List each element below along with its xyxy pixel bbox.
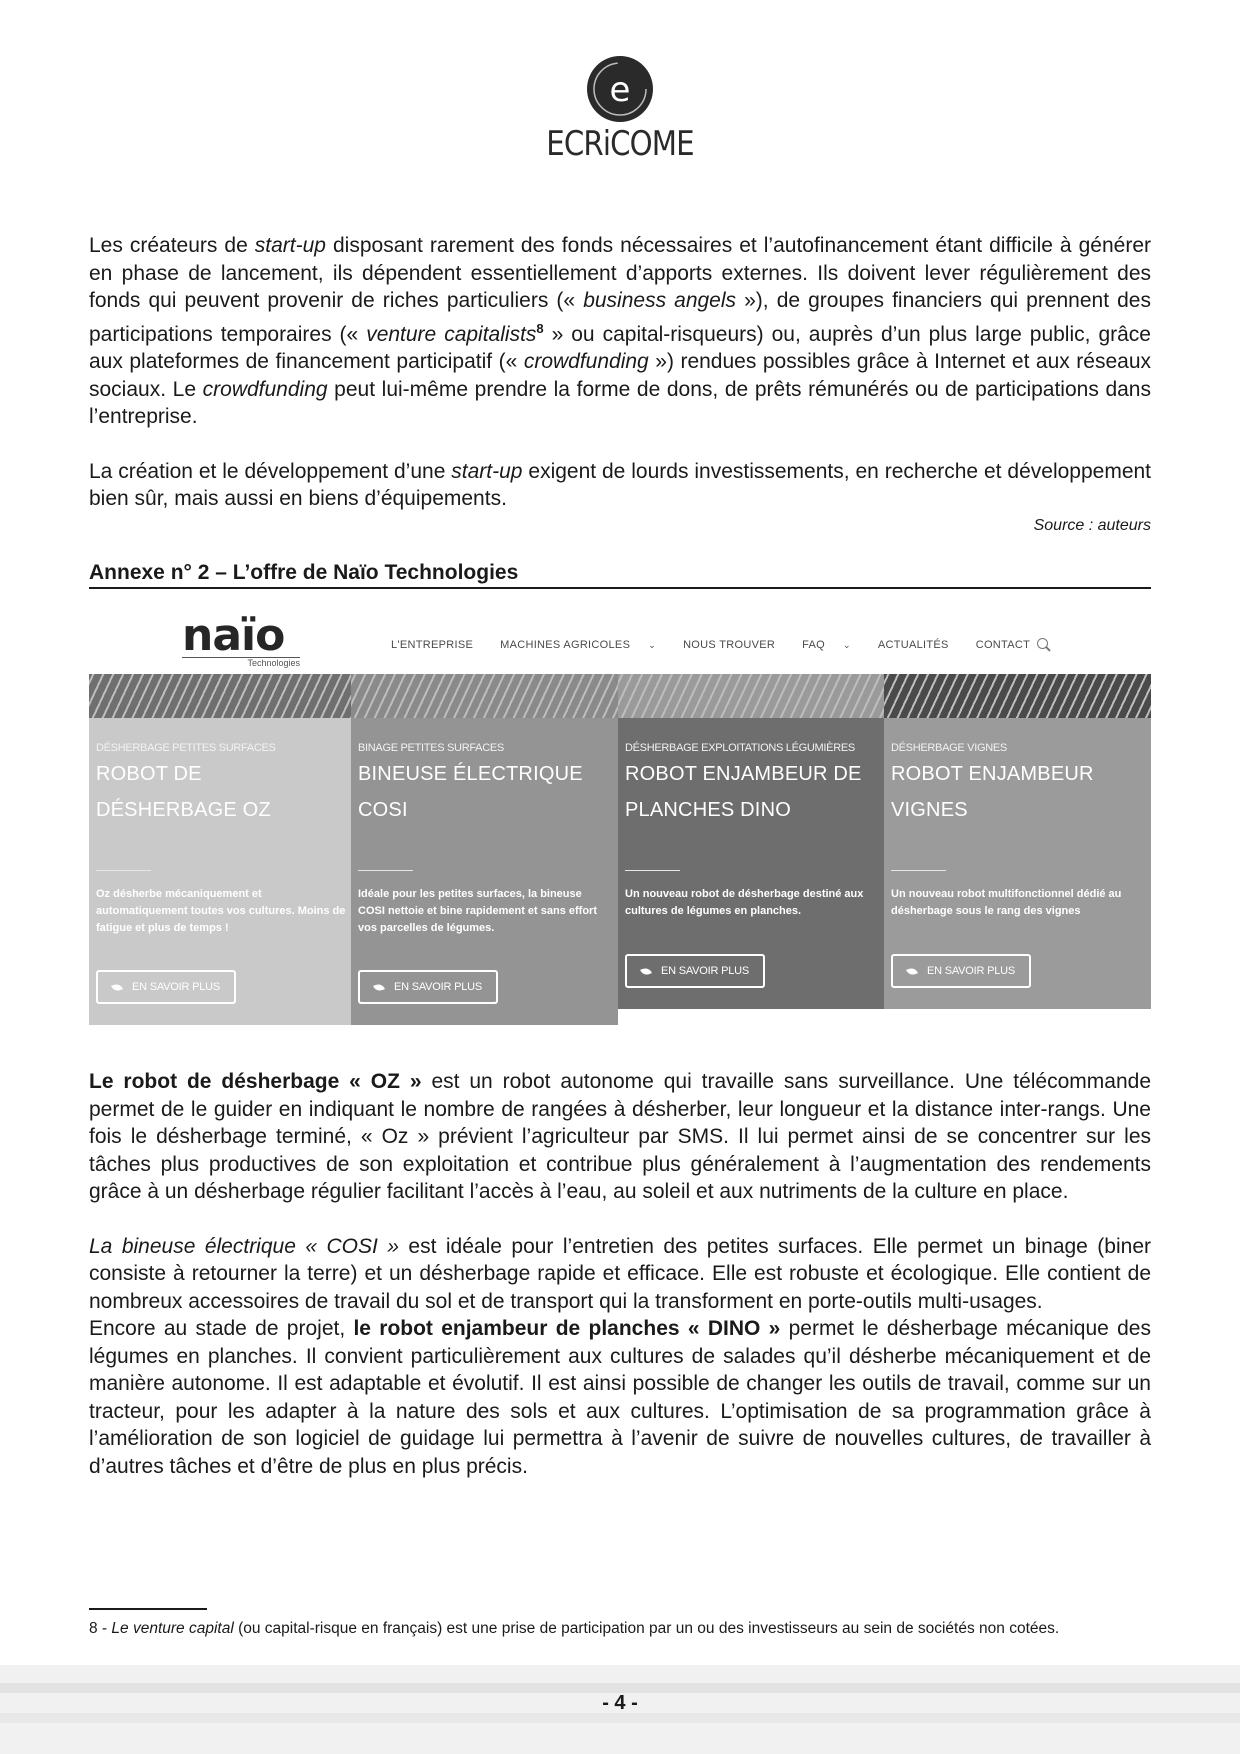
text-run: peut lui-même prendre la forme de dons, de prêts rémunérés ou de participations dans l’entreprise. — [89, 377, 1151, 428]
nav-item-label: NOUS TROUVER — [683, 639, 776, 651]
product-panel[interactable] — [884, 674, 1151, 1009]
en-savoir-plus-button[interactable] — [96, 970, 236, 1004]
panel-body — [351, 718, 618, 1025]
text-run: permet le désherbage mécanique des légumes en planches. Il convient particulièrement aux cultures de salades qu’il désherbe mécaniquement et de manière autonome. Il est adaptable et évolutif. Il est ainsi possible de changer les outils de travail, comme sur un tracteur, pour les adapter à la nature des sols et aux cultures. L’optimisation de sa programmation grâce à l’amélioration de son logiciel de guidage lui permettra à l’avenir de suivre de nouvelles cultures, de travailler à d’autres tâches et d’être de plus en plus précis. — [89, 1317, 1151, 1478]
ecricome-logo — [0, 56, 1240, 164]
site-nav-bar — [89, 602, 1151, 674]
text-run: disposant rarement des fonds nécessaires et l’autofinancement étant difficile à générer en phase de lancement, ils dépendent essentiellement d’apports externes. Ils doivent lever régulièrement des fonds qui peuvent provenir de riches particuliers (« — [89, 234, 1151, 312]
text-run: La création et le développement d’une — [89, 459, 452, 483]
text-run: (ou capital-risque en français) est une prise de participation par un ou des investisseurs au sein de sociétés non cotées. — [233, 1620, 1060, 1637]
panel-divider — [96, 870, 151, 871]
chevron-down-icon[interactable]: ⌄ — [648, 640, 657, 650]
intro-paragraph-1 — [89, 232, 1151, 431]
nav-item-label: MACHINES AGRICOLES — [500, 639, 631, 651]
nav-item[interactable] — [878, 639, 949, 651]
text-run: La bineuse électrique « COSI » — [89, 1234, 399, 1258]
panel-title: BINEUSE ÉLECTRIQUE COSI — [358, 763, 583, 821]
nav-item[interactable] — [802, 639, 851, 651]
panel-title: ROBOT ENJAMBEUR DE PLANCHES DINO — [625, 763, 862, 821]
annex-title: Annexe n° 2 – L’offre de Naïo Technologies — [89, 561, 1151, 589]
en-savoir-plus-button[interactable] — [358, 970, 498, 1004]
naio-logo-subtitle: Technologies — [182, 657, 300, 668]
text-run: crowdfunding — [202, 377, 328, 401]
button-label: EN SAVOIR PLUS — [131, 981, 221, 993]
panel-description: Un nouveau robot de désherbage destiné aux cultures de légumes en planches. — [625, 888, 864, 917]
text-run: 8 - — [89, 1620, 112, 1637]
text-run: business angels — [583, 289, 737, 312]
leaf-icon — [111, 982, 123, 992]
oz-paragraph — [89, 1068, 1151, 1206]
text-run: est idéale pour l’entretien des petites surfaces. Elle permet un binage (biner consiste à retourner la terre) et un désherbage rapide et efficace. Elle est robuste et écologique. Elle contient de nombreux accessoires de travail du sol et de transport qui la transforment en porte-outils multi-usages. — [89, 1234, 1152, 1313]
panel-description: Idéale pour les petites surfaces, la bineuse COSI nettoie et bine rapidement et sans effort vos parcelles de légumes. — [358, 888, 597, 934]
text-run: » ou capital-risqueurs) ou, auprès d’un plus large public, grâce aux plateformes de financement participatif (« — [89, 322, 1151, 373]
text-run: Les créateurs de — [89, 234, 255, 257]
leaf-icon — [906, 966, 918, 976]
product-panel[interactable] — [351, 674, 618, 1025]
nav-item-label: L'ENTREPRISE — [391, 639, 474, 651]
naio-logo[interactable] — [182, 610, 300, 668]
text-run: Le robot de désherbage « OZ » — [89, 1070, 422, 1093]
emblem-letter: e — [609, 70, 631, 110]
button-label: EN SAVOIR PLUS — [660, 965, 750, 977]
text-run: start-up — [254, 234, 326, 257]
panel-divider — [891, 870, 946, 871]
text-run: venture capitalists — [366, 322, 537, 346]
product-panel[interactable] — [618, 674, 884, 1009]
panel-photo — [618, 674, 884, 718]
leaf-icon — [640, 966, 652, 976]
text-run: Le venture capital — [111, 1620, 234, 1637]
text-run: le robot enjambeur de planches « DINO » — [353, 1317, 781, 1340]
text-run: crowdfunding — [523, 350, 649, 373]
nav-item-label: FAQ — [802, 639, 825, 651]
text-run: exigent de lourds investissements, en recherche et développement bien sûr, mais aussi en biens d’équipements. — [89, 459, 1152, 510]
intro-paragraph-2 — [89, 458, 1151, 513]
nav-item[interactable] — [683, 639, 775, 651]
panel-body — [884, 718, 1151, 1009]
page-number: - 4 - — [602, 1692, 638, 1714]
button-label: EN SAVOIR PLUS — [393, 981, 483, 993]
footnote-8 — [89, 1620, 1059, 1638]
nav-item-label: CONTACT — [975, 639, 1031, 651]
panel-kicker: DÉSHERBAGE EXPLOITATIONS LÉGUMIÈRES — [625, 742, 855, 754]
en-savoir-plus-button[interactable] — [891, 954, 1031, 988]
text-run: »), de groupes financiers qui prennent des participations temporaires (« — [89, 289, 1151, 346]
brand-name: ECRiCOME — [546, 124, 694, 164]
panel-photo — [351, 674, 618, 718]
text-run: ») rendues possibles grâce à Internet et aux réseaux sociaux. Le — [89, 350, 1152, 401]
panel-divider — [358, 870, 413, 871]
leaf-icon — [373, 982, 385, 992]
text-run: est un robot autonome qui travaille sans surveillance. Une télécommande permet de le guider en indiquant le nombre de rangées à désherber, leur longueur et la distance inter-rangs. Une fois le désherbage terminé, « Oz » prévient l’agriculteur par SMS. Il lui permet ainsi de se concentrer sur les tâches plus productives de son exploitation et contribue plus généralement à l’augmentation des rendements grâce à un désherbage régulier facilitant l’accès à l’eau, au soleil et aux nutriments de la culture en place. — [89, 1070, 1151, 1203]
panel-description: Oz désherbe mécaniquement et automatiquement toutes vos cultures. Moins de fatigue et plus de temps ! — [96, 888, 346, 934]
nav-item[interactable] — [391, 639, 473, 651]
panel-kicker: BINAGE PETITES SURFACES — [358, 742, 504, 754]
ecricome-emblem-icon — [587, 56, 653, 122]
text-run: 8 — [536, 320, 544, 336]
naio-website-screenshot — [89, 602, 1151, 1034]
panel-divider — [625, 870, 680, 871]
panel-photo — [884, 674, 1151, 718]
dino-paragraph — [89, 1315, 1151, 1480]
nav-item[interactable] — [500, 639, 656, 651]
nav-item-label: ACTUALITÉS — [877, 639, 949, 651]
button-label: EN SAVOIR PLUS — [926, 965, 1016, 977]
panel-body — [618, 718, 884, 1009]
en-savoir-plus-button[interactable] — [625, 954, 765, 988]
chevron-down-icon[interactable]: ⌄ — [843, 640, 851, 650]
cosi-paragraph — [89, 1233, 1151, 1316]
panel-description: Un nouveau robot multifonctionnel dédié au désherbage sous le rang des vignes — [891, 888, 1122, 917]
naio-logo-word: naïo — [182, 610, 285, 661]
footnote-divider — [89, 1608, 207, 1610]
text-run: start-up — [451, 459, 523, 483]
source-note: Source : auteurs — [1033, 516, 1151, 534]
panel-body — [89, 718, 351, 1025]
search-icon[interactable] — [1037, 638, 1048, 649]
panel-kicker: DÉSHERBAGE VIGNES — [891, 742, 1007, 754]
product-panel[interactable] — [89, 674, 351, 1025]
panel-title: ROBOT DE DÉSHERBAGE OZ — [96, 763, 271, 821]
nav-item[interactable] — [976, 639, 1030, 651]
panel-kicker: DÉSHERBAGE PETITES SURFACES — [96, 742, 276, 754]
site-nav-menu — [391, 639, 1057, 651]
text-run: Encore au stade de projet, — [89, 1317, 354, 1340]
panel-title: ROBOT ENJAMBEUR VIGNES — [891, 763, 1094, 821]
panel-photo — [89, 674, 351, 718]
